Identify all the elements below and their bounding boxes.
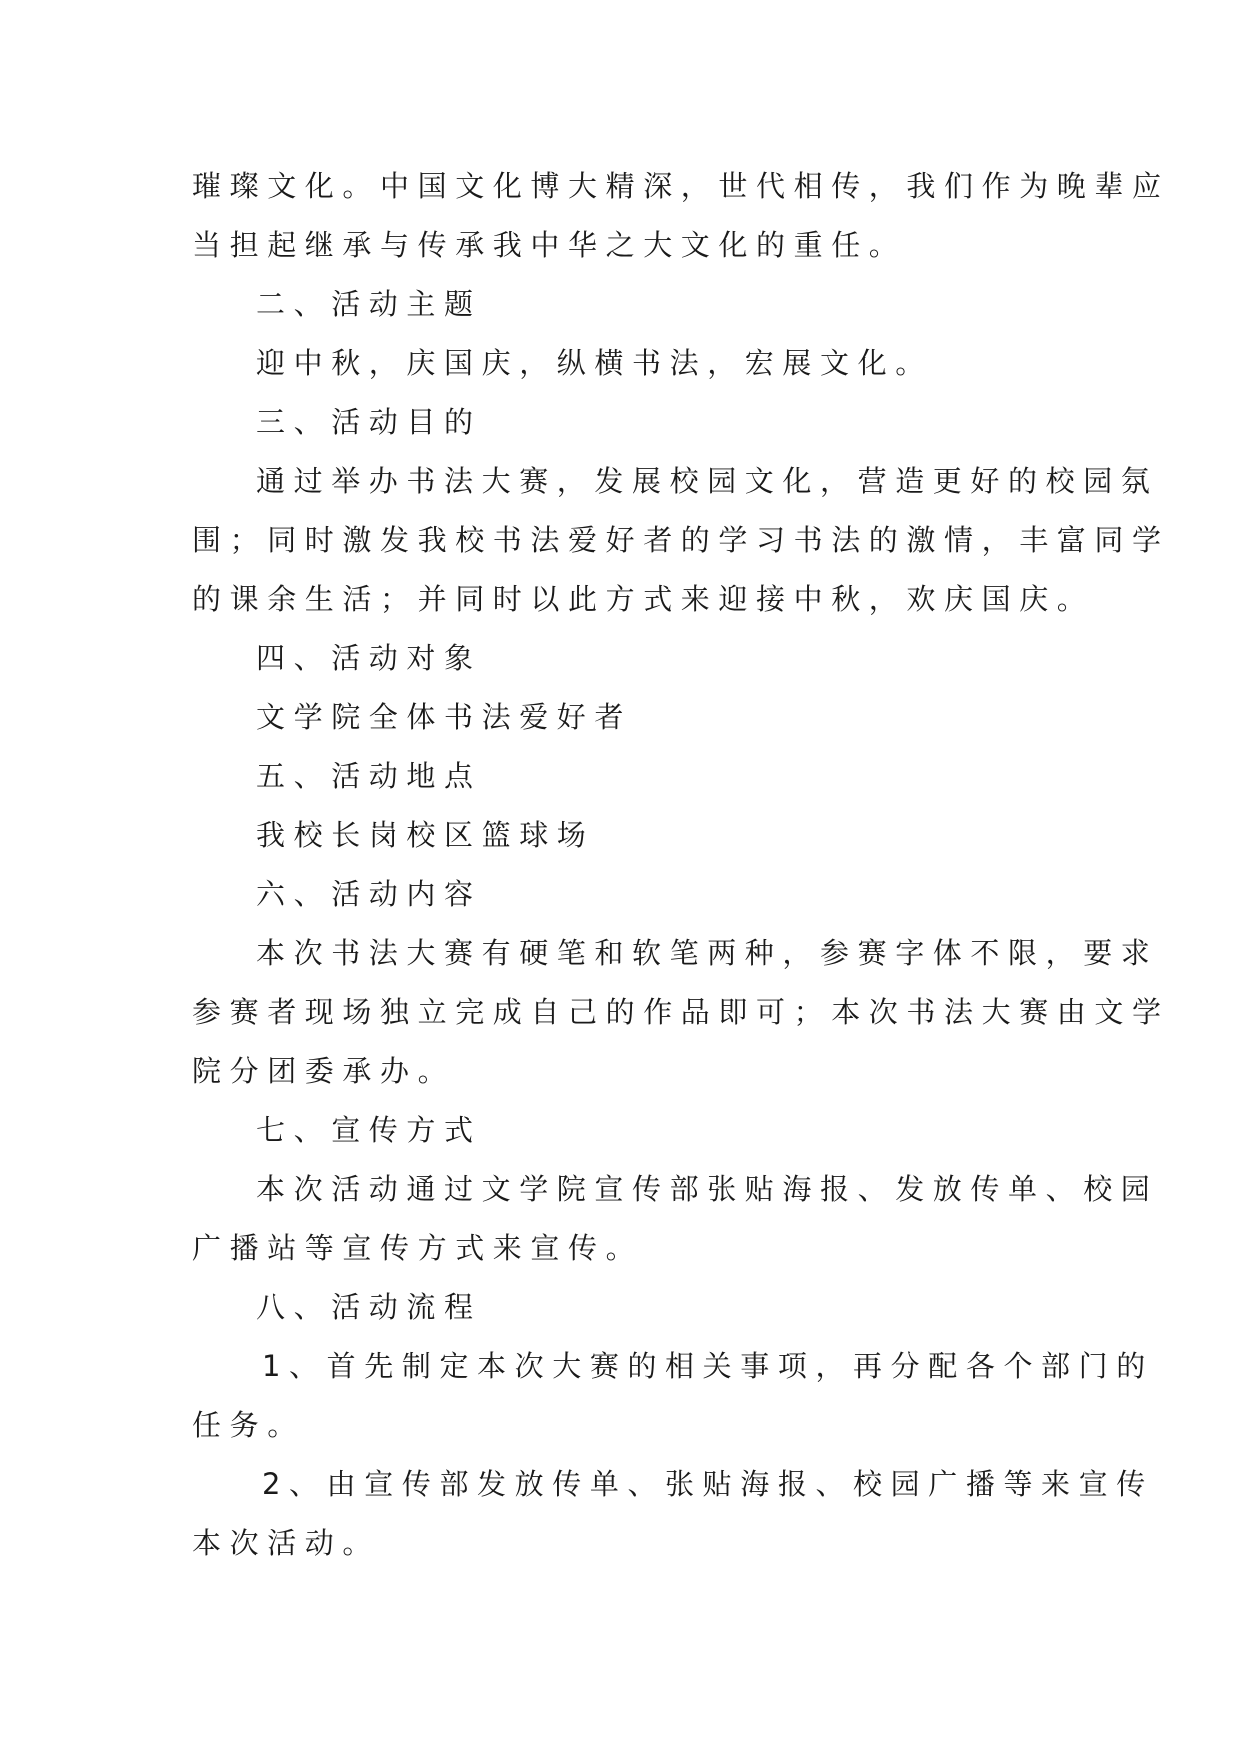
paragraph-continuation-line: 的课余生活；并同时以此方式来迎接中秋，欢庆国庆。 (192, 582, 1095, 616)
list-item-continuation-line: 任务。 (192, 1408, 305, 1442)
paragraph-first-line: 迎中秋，庆国庆，纵横书法，宏展文化。 (256, 346, 933, 380)
section-heading-location: 五、活动地点 (256, 759, 482, 793)
section-heading-publicity: 七、宣传方式 (256, 1113, 482, 1147)
paragraph-first-line: 本次活动通过文学院宣传部张贴海报、发放传单、校园 (256, 1172, 1159, 1206)
section-heading-process: 八、活动流程 (256, 1290, 482, 1324)
paragraph-first-line: 我校长岗校区篮球场 (256, 818, 595, 852)
paragraph-first-line: 通过举办书法大赛，发展校园文化，营造更好的校园氛 (256, 464, 1159, 498)
section-heading-theme: 二、活动主题 (256, 287, 482, 321)
paragraph-continuation-line: 参赛者现场独立完成自己的作品即可；本次书法大赛由文学 (192, 995, 1170, 1029)
paragraph-continuation-line: 广播站等宣传方式来宣传。 (192, 1231, 644, 1265)
section-heading-content: 六、活动内容 (256, 877, 482, 911)
paragraph-continuation-line: 璀璨文化。中国文化博大精深，世代相传，我们作为晚辈应 (192, 169, 1170, 203)
section-heading-purpose: 三、活动目的 (256, 405, 482, 439)
paragraph-first-line: 文学院全体书法爱好者 (256, 700, 633, 734)
section-heading-audience: 四、活动对象 (256, 641, 482, 675)
list-item-continuation-line: 本次活动。 (192, 1526, 381, 1560)
paragraph-continuation-line: 当担起继承与传承我中华之大文化的重任。 (192, 228, 907, 262)
paragraph-continuation-line: 院分团委承办。 (192, 1054, 456, 1088)
list-item-first-line: 1、首先制定本次大赛的相关事项，再分配各个部门的 (262, 1349, 1154, 1383)
list-item-first-line: 2、由宣传部发放传单、张贴海报、校园广播等来宣传 (262, 1467, 1154, 1501)
paragraph-first-line: 本次书法大赛有硬笔和软笔两种，参赛字体不限，要求 (256, 936, 1159, 970)
paragraph-continuation-line: 围；同时激发我校书法爱好者的学习书法的激情，丰富同学 (192, 523, 1170, 557)
